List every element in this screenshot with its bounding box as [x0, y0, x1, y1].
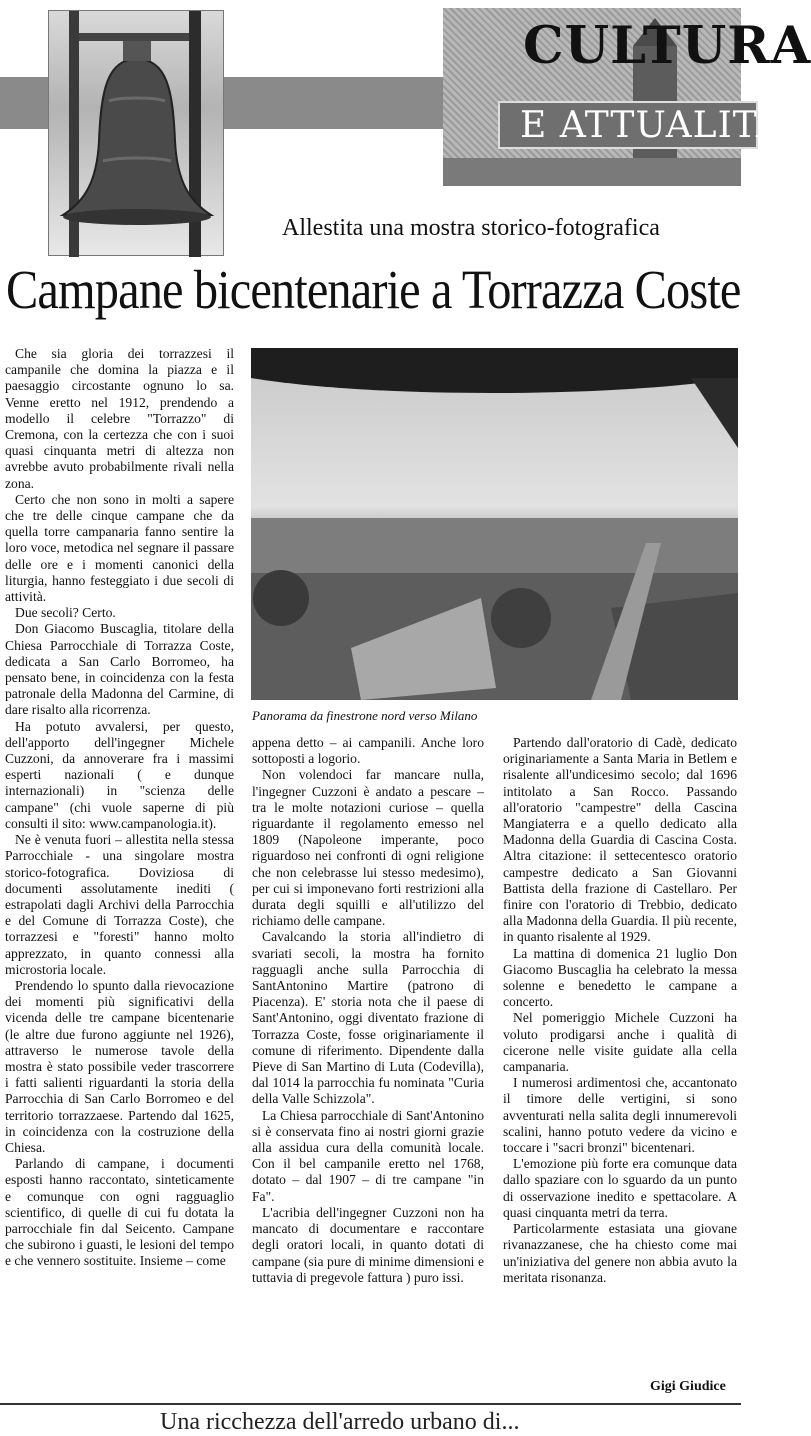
bell-photo — [48, 10, 224, 256]
author-byline: Gigi Giudice — [650, 1379, 726, 1394]
paragraph: Che sia gloria dei torrazzesi il campanile che domina la piazza e il paesaggio circostante ognuno lo sa. Venne eretto nel 1912, prendendo a modello il celebre "Torrazzo" di Cremona, con la certezza che con i suoi quasi cinquanta metri di altezza non avrebbe avuto probabilmente rivali nella zona. — [5, 346, 234, 491]
bell-illustration — [49, 11, 225, 257]
paragraph: L'emozione più forte era comunque data dallo spaziare con lo sguardo da un punto di osservazione inedito e spettacolare. A quasi cinquanta metri da terra. — [503, 1156, 737, 1220]
paragraph: Non volendoci far mancare nulla, l'ingegner Cuzzoni è andato a pescare – tra le molte notazioni curiose – quella riguardante il regolamento emesso nel 1809 (Napoleone imperante, poco riguardoso nei confronti di ogni religione che non celebrasse lui stesso medesimo), per cui si imponevano forti restrizioni alla durata degli squilli e all'utilizzo del richiamo delle campane. — [252, 767, 484, 929]
paragraph: Due secoli? Certo. — [15, 605, 116, 621]
panorama-photo — [251, 348, 738, 700]
paragraph: Particolarmente estasiata una giovane rivanazzanese, che ha chiesto come mai un'iniziativa del genere non abbia avuto la meritata risonanza. — [503, 1221, 737, 1285]
paragraph: Don Giacomo Buscaglia, titolare della Chiesa Parrocchiale di Torrazza Coste, dedicata a San Carlo Borromeo, ha pensato bene, in coincidenza con la festa patronale della Madonna del Carmine, di dare risalto alla ricorrenza. — [5, 621, 234, 718]
article-column-3 — [503, 735, 737, 1286]
paragraph: L'acribia dell'ingegner Cuzzoni non ha mancato di documentare e raccontare degli oratori locali, in quanto dotati di campane (sia pure di minime dimensioni e tuttavia di pregevole fattura ) puro issi. — [252, 1204, 484, 1285]
article-headline: Campane bicentenarie a Torrazza Coste — [6, 259, 741, 320]
article-column-1 — [5, 346, 234, 1270]
paragraph: Partendo dall'oratorio di Cadè, dedicato originariamente a Santa Maria in Betlem e risalente all'undicesimo secolo; dal 1696 intitolato a San Rocco. Passando all'oratorio "campestre" della Cascina Mangiaterra e a quello dedicato alla Madonna della Guardia di Cascina Costa. Altra citazione: il settecentesco oratorio campestre dedicato a San Giovanni Battista della frazione di Castellaro. Per finire con l'oratorio di Trebbio, dedicato alla Madonna della Guardia. Il più recente, in quanto risalente al 1929. — [503, 735, 737, 945]
paragraph: I numerosi ardimentosi che, accantonato il timore delle vertigini, si sono avventurati nella salita degli innumerevoli scalini, hanno potuto vedere da vicino e toccare i "sacri bronzi" bicentenari. — [503, 1075, 737, 1156]
paragraph: appena detto – ai campanili. Anche loro sottoposti a logorio. — [252, 735, 484, 767]
panorama-illustration — [251, 348, 738, 700]
paragraph: Ne è venuta fuori – allestita nella stessa Parrocchiale - una singolare mostra storico-fotografica. Doviziosa di documenti assolutamente inediti ( estrapolati dagli Archivi della Parrocchia e del Comune di Torrazza Coste), che torrazzesi e "foresti" hanno molto apprezzato, in quanto connessi alla microstoria locale. — [5, 832, 234, 977]
article-column-2 — [252, 735, 484, 1286]
section-subtitle: E ATTUALITÀ — [520, 105, 783, 146]
paragraph: Ha potuto avvalersi, per questo, dell'apporto dell'ingegner Michele Cuzzoni, da annoverare fra i massimi esperti nazionali ( e dunque internazionali) in "scienza delle campane" (chi vuole saperne di più consulti il sito: www.campanologia.it). — [5, 718, 234, 831]
paragraph: Nel pomeriggio Michele Cuzzoni ha voluto prodigarsi anche i qualità di cicerone nelle visite guidate alla cella campanaria. — [503, 1010, 737, 1075]
paragraph: Cavalcando la storia all'indietro di svariati secoli, la mostra ha fornito ragguagli anche sulla Parrocchia di SantAntonino Martire (patrono di Piacenza). E' storia nota che il paese di Sant'Antonino, oggi diventato frazione di Torrazza Coste, fosse originariamente il comune di riferimento. Dipendente dalla Pieve di San Martino di Luta (Codevilla), dal 1014 la parrocchia fu nominata "Curia della Valle Schizzola". — [252, 929, 484, 1107]
paragraph: La mattina di domenica 21 luglio Don Giacomo Buscaglia ha celebrato la messa solenne e benedetto le campane a concerto. — [503, 945, 737, 1010]
photo-caption: Panorama da finestrone nord verso Milano — [252, 708, 478, 723]
paragraph: Prendendo lo spunto dalla rievocazione dei momenti più significativi della vicenda delle tre campane bicentenarie (le altre due furono aggiunte nel 1926), attraverso le numerose tavole della mostra è stato possibile veder trascorrere i fatti salienti riguardanti la storia della Parrocchia di San Carlo Borromeo e del territorio torrazzaese. Partendo dal 1625, in coincidenza con la costruzione della Chiesa. — [5, 977, 234, 1155]
paragraph: Certo che non sono in molti a sapere che tre delle cinque campane che da quella torre campanaria fanno sentire la loro voce, metodica nel segnare il passare delle ore e i momenti canonici della liturgia, hanno festeggiato i due secoli di attività. — [5, 491, 234, 605]
divider — [0, 1403, 741, 1405]
paragraph: La Chiesa parrocchiale di Sant'Antonino si è conservata fino ai nostri giorni grazie alla assidua cura della comunità locale. Con il bel campanile eretto nel 1768, dotato – dal 1907 – di tre campane "in Fa". — [252, 1107, 484, 1204]
next-article-headline-clipped: Una ricchezza dell'arredo urbano di... — [160, 1409, 520, 1435]
section-title: CULTURA — [523, 16, 811, 76]
paragraph: Parlando di campane, i documenti esposti hanno raccontato, sinteticamente e comunque con ogni ragguaglio scientifico, di quelle di cui fu dotata la parrocchiale fin dal Seicento. Campane che subirono i guasti, le lesioni del tempo e che vennero sostituite. Insieme – come — [5, 1156, 234, 1269]
culture-section-banner — [443, 8, 811, 186]
article-kicker: Allestita una mostra storico-fotografica — [282, 215, 660, 241]
section-subtitle-band — [498, 101, 783, 149]
